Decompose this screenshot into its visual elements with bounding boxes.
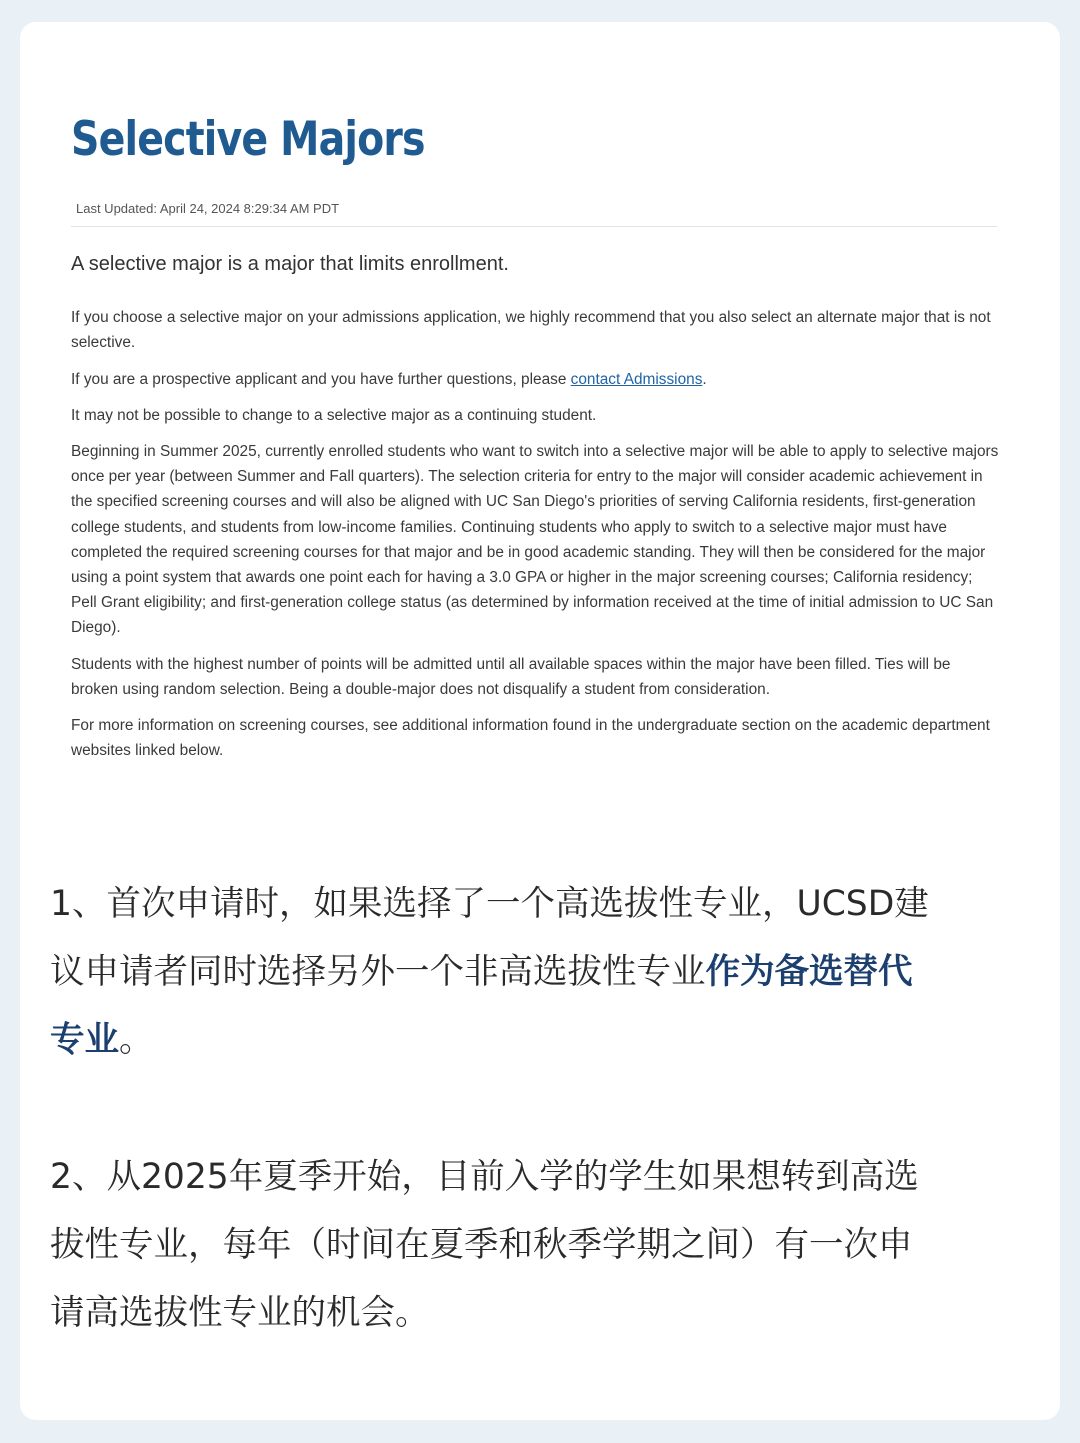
paragraph-summer-2025: Beginning in Summer 2025, currently enrolled students who want to switch into a selective major will be able to apply to selective majors once per year (between Summer and Fall quarters). The selection criteria for entry to the major will consider academic achievement in the specified screening courses and will also be aligned with UC San Diego's priorities of serving California residents, first-generation college students, and students from low-income families. Continuing students who apply to switch to a selective major must have completed the required screening courses for that major and be in good academic standing. They will then be considered for the major using a point system that awards one point each for having a 3.0 GPA or higher in the major screening courses; California residency; Pell Grant eligibility; and first-generation college status (as determined by information received at the time of initial admission to UC San Diego). (71, 443, 999, 637)
note-1-line-2-text: 议申请者同时选择另外一个非高选拔性专业 (50, 952, 706, 992)
lead-sentence: A selective major is a major that limits enrollment. (71, 253, 509, 275)
note-1-emphasis-end: 专业 (50, 1020, 119, 1060)
note-first-application (50, 870, 1050, 1074)
divider (71, 226, 997, 227)
note-1-line-2 (50, 938, 1050, 1006)
note-1-line-1: 1、首次申请时，如果选择了一个高选拔性专业，UCSD建 (50, 884, 929, 924)
last-updated-text: Last Updated: April 24, 2024 8:29:34 AM PDT (76, 201, 340, 216)
note-summer-2025 (50, 1143, 1050, 1347)
note-2-line-1: 2、从2025年夏季开始，目前入学的学生如果想转到高选 (50, 1157, 919, 1197)
note-1-line-3 (50, 1006, 1050, 1074)
paragraph-contact-text: If you are a prospective applicant and you have further questions, please (71, 371, 571, 388)
paragraph-alternate-major: If you choose a selective major on your admissions application, we highly recommend that you also select an alternate major that is not selective. (71, 309, 991, 352)
note-2-line-2: 拔性专业，每年（时间在夏季和秋季学期之间）有一次申 (50, 1225, 913, 1265)
note-1-emphasis: 作为备选替代 (705, 952, 913, 992)
paragraph-contact (71, 367, 1001, 392)
webpage-screenshot (20, 22, 1060, 822)
page-title: Selective Majors (71, 112, 425, 167)
note-1-period: 。 (119, 1020, 154, 1060)
paragraph-continuing-student: It may not be possible to change to a selective major as a continuing student. (71, 407, 597, 424)
paragraph-more-info: For more information on screening courses, see additional information found in the undergraduate section on the academic department websites linked below. (71, 717, 990, 760)
contact-admissions-link[interactable]: contact Admissions (570, 371, 703, 388)
paragraph-points: Students with the highest number of points will be admitted until all available spaces within the major have been filled. Ties will be broken using random selection. Being a double-major does not disqualify a student from consideration. (71, 656, 951, 699)
note-2-line-3: 请高选拔性专业的机会。 (50, 1293, 430, 1333)
paragraph-contact-end: . (702, 371, 707, 388)
post-card (20, 22, 1060, 1420)
